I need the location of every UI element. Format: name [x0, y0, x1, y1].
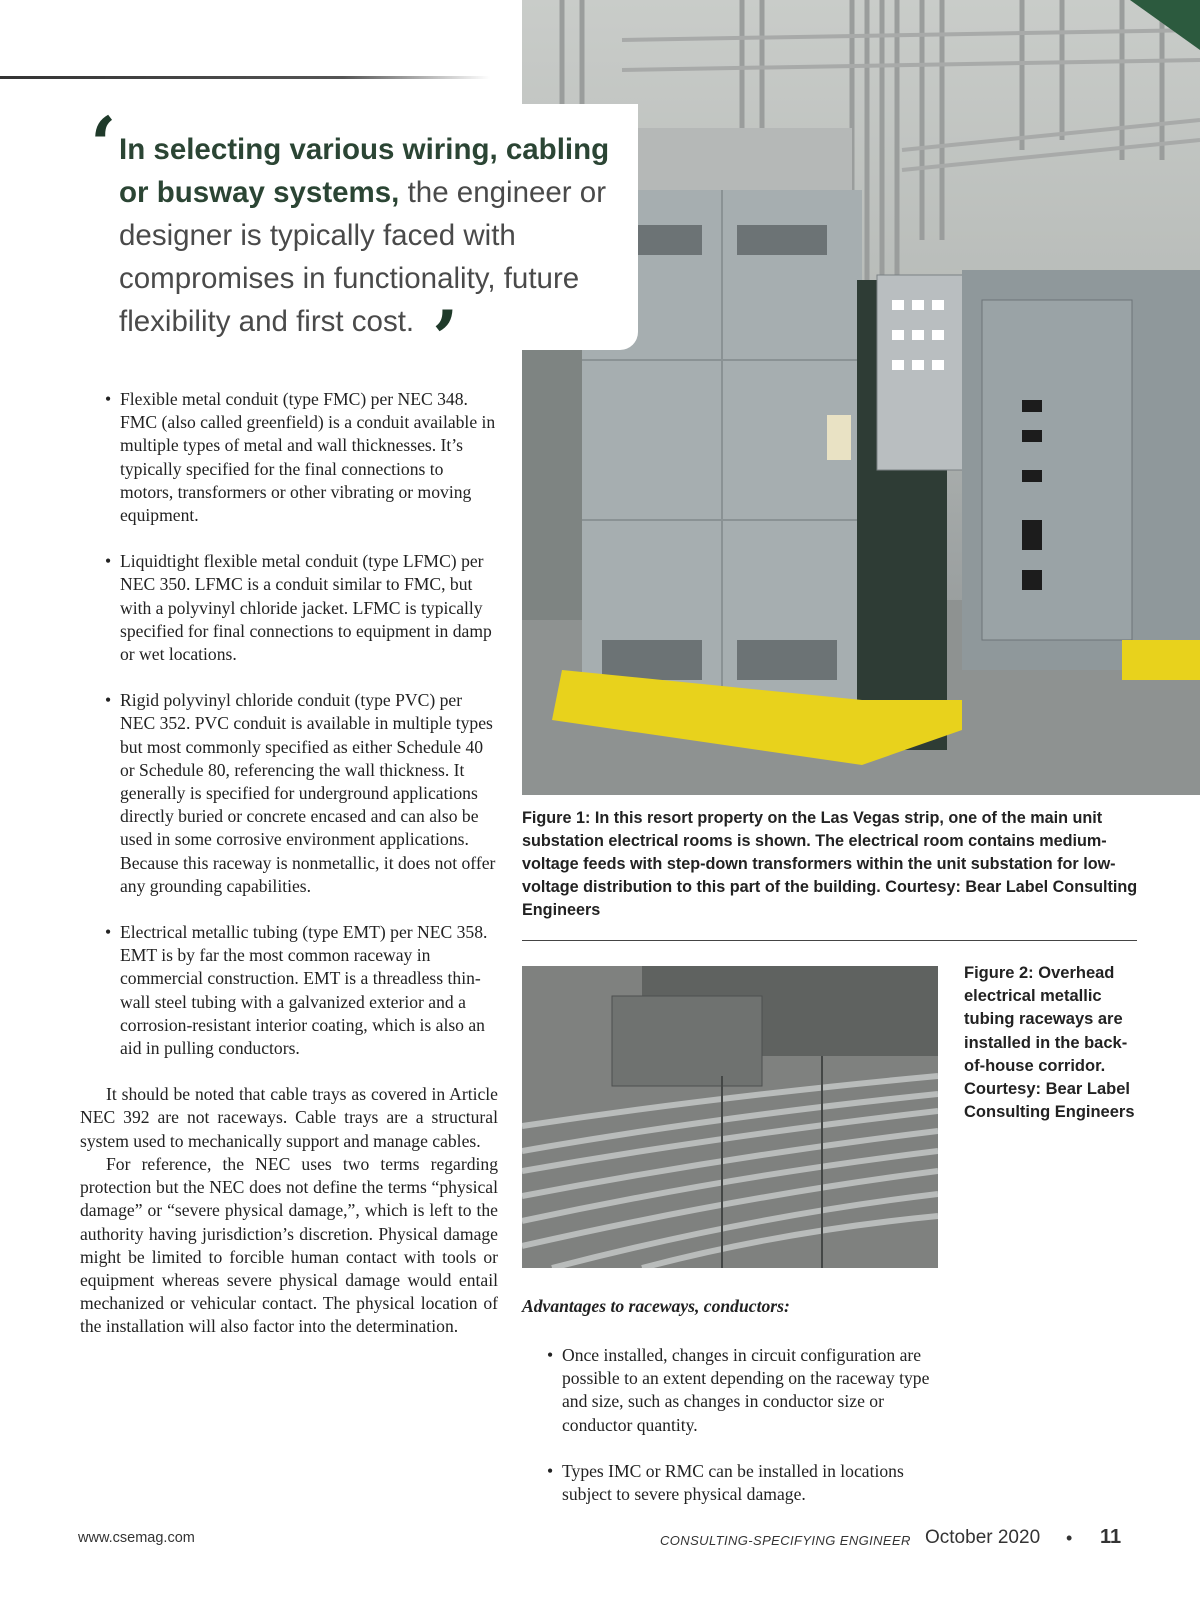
page-number: 11 — [1100, 1526, 1122, 1548]
body-paragraph: It should be noted that cable trays as covered in Article NEC 392 are not raceways. Cable trays are a structural system used to mechanically support and manage cables. — [80, 1084, 498, 1151]
figure-2-photo — [522, 966, 938, 1268]
right-column — [522, 1344, 932, 1529]
footer-date: October 2020 — [925, 1527, 1041, 1548]
advantages-heading: Advantages to raceways, conductors: — [522, 1296, 790, 1316]
corner-accent — [1130, 0, 1200, 50]
left-column — [80, 388, 498, 1339]
advantages-list — [522, 1344, 932, 1506]
close-quote-mark: ’ — [432, 294, 459, 383]
list-item: • Liquidtight flexible metal conduit (type LFMC) per NEC 350. LFMC is a conduit similar to FMC, but with a polyvinyl chloride jacket. LFMC is typically specified for final connections to equipment in damp or wet locations. — [80, 550, 498, 666]
list-item: • Flexible metal conduit (type FMC) per NEC 348. FMC (also called greenfield) is a conduit available in multiple types of metal and wall thicknesses. It’s typically specified for the final connections to motors, transformers or other vibrating or moving equipment. — [80, 388, 498, 527]
list-item: • Rigid polyvinyl chloride conduit (type PVC) per NEC 352. PVC conduit is available in multiple types but most commonly specified as either Schedule 40 or Schedule 80, referencing the wall thickness. It generally is specified for underground applications directly buried or concrete encased and can also be used in some corrosive environment applications. Because this raceway is nonmetallic, it does not offer any grounding capabilities. — [80, 689, 498, 898]
pull-quote — [119, 128, 624, 343]
divider — [522, 940, 1137, 941]
footer-url[interactable]: www.csemag.com — [78, 1530, 195, 1546]
body-paragraph: For reference, the NEC uses two terms regarding protection but the NEC does not define the terms “physical damage” or “severe physical damage,”, which is left to the authority having jurisdiction’s discretion. Physical damage might be limited to forcible human contact with tools or equipment whereas severe physical damage would entail mechanized or vehicular contact. The physical location of the installation will also factor into the determination. — [80, 1153, 498, 1337]
raceway-list — [80, 388, 498, 1060]
list-item: • Once installed, changes in circuit configuration are possible to an extent depending on the raceway type and size, such as changes in conductor size or conductor quantity. — [522, 1344, 932, 1437]
top-rule — [0, 76, 490, 79]
list-item: • Types IMC or RMC can be installed in locations subject to severe physical damage. — [522, 1460, 932, 1506]
figure-2-caption: Figure 2: Overhead electrical metallic tubing raceways are installed in the back-of-house corridor. Courtesy: Bear Label Consulting Engineers — [964, 964, 1135, 1122]
footer-separator: • — [1066, 1528, 1073, 1548]
open-quote-mark: ‘ — [90, 100, 117, 189]
footer-publication: CONSULTING-SPECIFYING ENGINEER — [660, 1533, 911, 1548]
pull-quote-bold: In selecting various wiring, cabling or busway systems, — [119, 133, 610, 209]
pull-quote-rest: the engineer or designer is typically faced with compromises in functionality, future flexibility and first cost. — [119, 176, 607, 338]
figure-1-caption: Figure 1: In this resort property on the Las Vegas strip, one of the main unit substation electrical rooms is shown. The electrical room contains medium-voltage feeds with step-down transformers within the unit substation for low-voltage distribution to this part of the building. Courtesy: Bear Label Consulting Engineers — [522, 809, 1138, 919]
list-item: • Electrical metallic tubing (type EMT) per NEC 358. EMT is by far the most common raceway in commercial construction. EMT is a threadless thin-wall steel tubing with a galvanized exterior and a corrosion-resistant interior coating, which is also an aid in pulling conductors. — [80, 921, 498, 1060]
